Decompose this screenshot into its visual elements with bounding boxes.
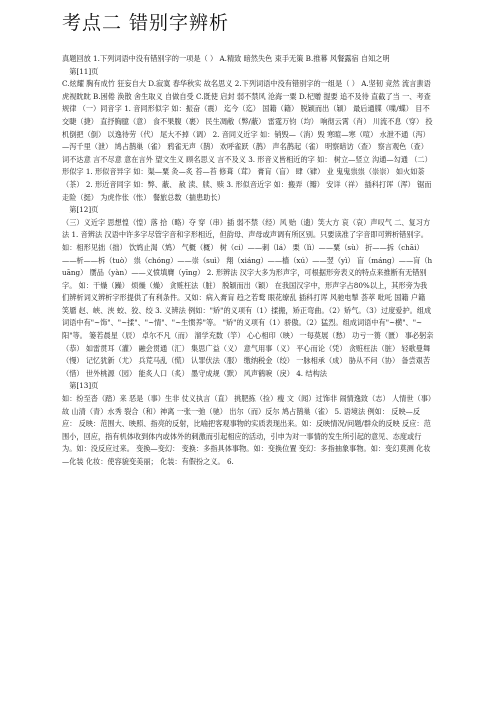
paragraph-intro: 真题回放 1.下列词语中没有错别字的一项是（ ） A.精致 暗然失色 束手无策 B.推幕 风餐露宿 自知之明 (62, 54, 390, 63)
document-body (62, 53, 434, 693)
paragraph-2: C.炫耀 胸有成竹 狂妄自大 D.寂寞 春华秋实 故名思义 2.下列词语中没有错别字的一组是（ ） A.坚韧 竞然 流言蜚语 虎视眈眈 B.困倦 涣散 舍生取义 自做自受 C.既使 启封 弱不禁风 沧海一粟 D.杞赠 提要 追不及待 直截了当 一、考查规律 （一）同音字 1. 音同形似字 如：振奋（震） 迄今（迄） 国籍（籍） 脱颖而出（颖） 最后通牒（喋/蝶） 目不交睫（捷） 直抒胸臆（意） 食不果腹（裹） 民生凋敝（弊/蔽） 雷霆万钧（均） 响彻云霄（肖） 川流不息（穿） 投机倒把（倒） 以逸待劳（代） 尾大不掉（调） 2. 音同义近字 如：销毁—（消）毁 寒暄—寒（喧） 水泄不通（泻）—泻千里（泄） 鸠占鹊巢（雀） 鸦雀无声（鹊） 欢呼雀跃（鹊） 声名鹊起（雀） 明察暗访（查） 察言观色（查） 词不达意 言不尽意 意在言外 望文生义 顾名思义 言不及义 3. 形音义皆相近的字 如： 树立—竖立 沟通—勾通 （二）形似字 1. 形似音异字 如：渠—粟 灸—炙 苔—苔 修葺（茸） 膏肓（盲） 肆（肄） 业 鬼鬼祟祟（崇崇） 如火如荼（茶） 2. 形近音同字 如：弊、蔽、 赦 渎、牍、赎 3. 形似音近字 如：搬弄（瓣） 安详（祥） 插科打诨（浑） 锯而走险（挺） 为虎作伥（怅） 餐旅总数（揣患助长） (62, 79, 433, 202)
page-marker-13: 第[13]页 (62, 381, 99, 391)
page-marker-12: 第[12]页 (62, 205, 99, 215)
page-title: 考点二 错别字辨析 (62, 12, 230, 34)
paragraph-4: 如：纷至沓（踏）来 恶是（事）生非 仗义执言（直） 挑肥拣（捡）瘦 文（闻）过饰非 闹情逸致（志） 人情世（事）故 山清（青）水秀 裂合（和）神离 一张一弛（驰） 出尔（而）反尔 鸠占鹊巢（雀） 5. 语境法 例如： 反映—反应： 反映：范围大、映照、指亮的反射，比喻把客观事物的实质表现出来。如：反映情况/问题/群众的反映 反应：范围小，回应，指有机体收到体内或体外的刺激而引起相应的活动，引申为对一事情的发生所引起的意见、态度或行为。如：没反应过来。 变换—变幻： 变换：多指具体事物。如：变换位置 变幻：多指抽象事物。如：变幻莫测 化妆—化装 化妆：使容貌变美丽； 化装：有假扮之义。 6. (62, 394, 432, 466)
paragraph-3: （三）义近字 思想惶（惶）落 拾（略）夺 穿（串）插 弱不禁（经）风 贻（遗）笑大方 哀（哀）声叹气 二、复习方法 1. 音辨法 汉语中许多字尽管字音和字形相近，但韵母、声母或声调有所区别。只要读准了字音即可辨析错别字。 如：相形见拙（拙） 饮鸩止渴（鸩） 气概（概） 树（ci）——刺（lá） 栗（lì）——粟（sù） 折——拆（chāi）——析——柝（tuò） 祟（chóng）——崇（suì） 翔（xiáng）——樯（xú）——翌（yì） 盲（máng）——肓（huāng） 赝品（yàn）——义愤填膺（yīng） 2. 形辨法 汉字大多为形声字，可根据形旁表义的特点来推断有无错别字。 如：干燥（躁） 烦燥（燥） 贪赃枉法（脏） 脱颖而出（颖） 在我国汉字中，形声字占80%以上，其形旁为我们辨析词义辨析字形提供了有利条件。又如：病入膏肓 趋之若鹜 眼花缭乱 插科打诨 风驰电掣 荟萃 吡吒 国籍 户籍 笑靥 赵、峡、浃 蛟、狡、绞 3. 义辨法 例如："矫"的义项有（1）揉搬，矫正弯曲。（2）矫气。（3）过度爱护。组成词语中有"~饰"、"~揉"、"~情"、"~生惯养"等。 "矫"的义项有（1）骄傲。（2）猛烈。组成词语中有"~横"、"~阳"等。 篓若晨星（辰） 卓尔不凡（而） 溜学充数（竽） 心心相印（映） 一每莫展（愁） 功亏一篑（匮） 事必躬亲（恭） 如雷贯耳（灌） 融会贯通（汇） 集思广益（义） 意气用事（义） 平心而论（凭） 贪赃枉法（脏） 轻歌曼舞（慢） 记忆犹新（尤） 兵荒马乱（慌） 认罪伏法（服） 缴纳税金（绞） 一脉相承（成） 胁从不问（协） 备尝艰苦（惜） 世外桃源（园） 能炙人口（炙） 墨守成规（默） 风声鹤唳（戾） 4. 结构法 (62, 217, 434, 378)
page-marker-11: 第[11]页 (62, 66, 99, 76)
